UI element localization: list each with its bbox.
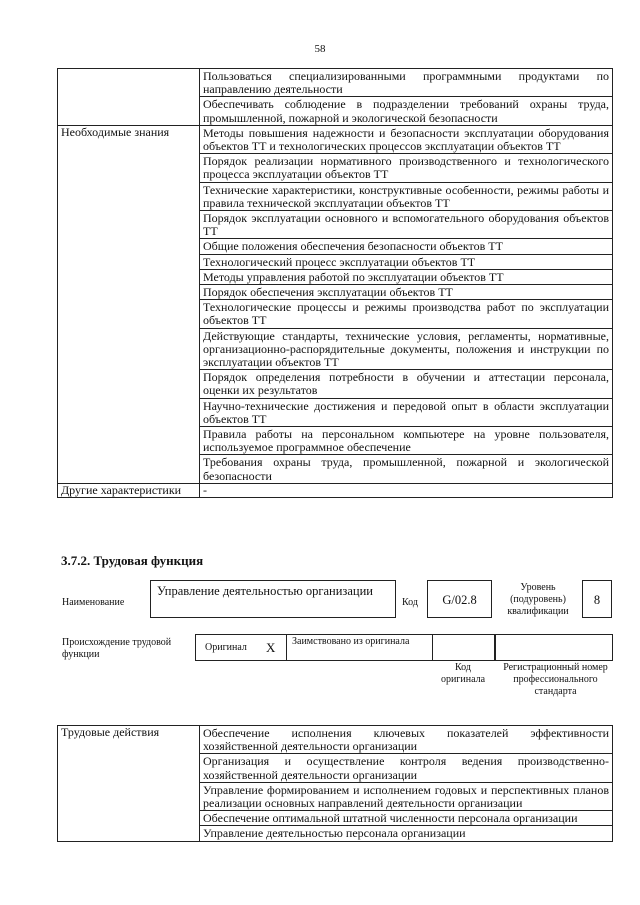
original-label: Оригинал: [205, 642, 247, 653]
skill-row: Пользоваться специализированными программными продуктами по направлению деятельности: [200, 69, 613, 97]
reg-number-label: Регистрационный номер профессионального стандарта: [503, 662, 608, 697]
origin-grid: [195, 634, 495, 661]
name-value-box: [150, 580, 396, 618]
borrowed-label: Заимствовано из оригинала: [292, 636, 410, 647]
origin-label: Происхождение трудовой функции: [62, 637, 172, 660]
code-value-box: [427, 580, 492, 618]
reg-number-cell: [495, 634, 613, 661]
labor-action-row: Организация и осуществление контроля ведения производственно-хозяйственной деятельности организации: [200, 754, 613, 782]
knowledge-row: Методы повышения надежности и безопасности эксплуатации оборудования объектов ТТ и технологических процессов эксплуатации объектов ТТ: [200, 125, 613, 153]
knowledge-row: Технологические процессы и режимы производства работ по эксплуатации объектов ТТ: [200, 300, 613, 328]
labor-action-row: Управление формированием и исполнением годовых и перспективных планов реализации основных направлений деятельности организации: [200, 782, 613, 810]
level-value-box: [582, 580, 612, 618]
knowledge-row: Общие положения обеспечения безопасности объектов ТТ: [200, 239, 613, 254]
knowledge-row: Порядок обеспечения эксплуатации объектов ТТ: [200, 285, 613, 300]
knowledge-row: Технологический процесс эксплуатации объектов ТТ: [200, 254, 613, 269]
name-label: Наименование: [62, 597, 125, 608]
original-mark: X: [266, 640, 276, 655]
other-characteristics-label: Другие характеристики: [58, 483, 200, 497]
other-characteristics-value: -: [200, 483, 613, 497]
knowledge-row: Порядок эксплуатации основного и вспомогательного оборудования объектов ТТ: [200, 211, 613, 239]
labor-actions-table: [57, 725, 613, 842]
code-value: G/02.8: [442, 593, 477, 607]
level-label: Уровень (подуровень) квалификации: [507, 582, 569, 617]
knowledge-row: Требования охраны труда, промышленной, пожарной и экологической безопасности: [200, 455, 613, 483]
knowledge-row: Порядок определения потребности в обучении и аттестации персонала, оценки их результатов: [200, 370, 613, 398]
skills-knowledge-table: [57, 68, 613, 498]
origin-code-label: Код оригинала: [440, 662, 486, 685]
code-label: Код: [402, 597, 418, 608]
skill-row: Обеспечивать соблюдение в подразделении требований охраны труда, промышленной, пожарной и экологической безопасности: [200, 97, 613, 125]
knowledge-row: Технические характеристики, конструктивные особенности, режимы работы и правила технической эксплуатации объектов ТТ: [200, 182, 613, 210]
labor-actions-label: Трудовые действия: [58, 726, 200, 842]
knowledge-row: Научно-технические достижения и передовой опыт в области эксплуатации объектов ТТ: [200, 398, 613, 426]
level-value: 8: [593, 593, 601, 607]
knowledge-row: Порядок реализации нормативного производственного и технологического процесса эксплуатации объектов ТТ: [200, 154, 613, 182]
knowledge-row: Действующие стандарты, технические условия, регламенты, нормативные, организационно-распорядительные документы, положения и инструкции по эксплуатации объектов ТТ: [200, 328, 613, 370]
page-number: 58: [314, 43, 326, 55]
original-cell: [196, 635, 287, 660]
function-heading: 3.7.2. Трудовая функция: [61, 553, 204, 568]
knowledge-row: Правила работы на персональном компьютере на уровне пользователя, используемое программное обеспечение: [200, 427, 613, 455]
knowledge-label: Необходимые знания: [58, 125, 200, 483]
knowledge-row: Методы управления работой по эксплуатации объектов ТТ: [200, 269, 613, 284]
labor-action-row: Обеспечение оптимальной штатной численности персонала организации: [200, 811, 613, 826]
name-value: Управление деятельностью организации: [157, 584, 373, 598]
labor-action-row: Обеспечение исполнения ключевых показателей эффективности хозяйственной деятельности организации: [200, 726, 613, 754]
origin-divider: [432, 635, 433, 660]
empty-label-cell: [58, 69, 200, 126]
labor-action-row: Управление деятельностью персонала организации: [200, 826, 613, 841]
